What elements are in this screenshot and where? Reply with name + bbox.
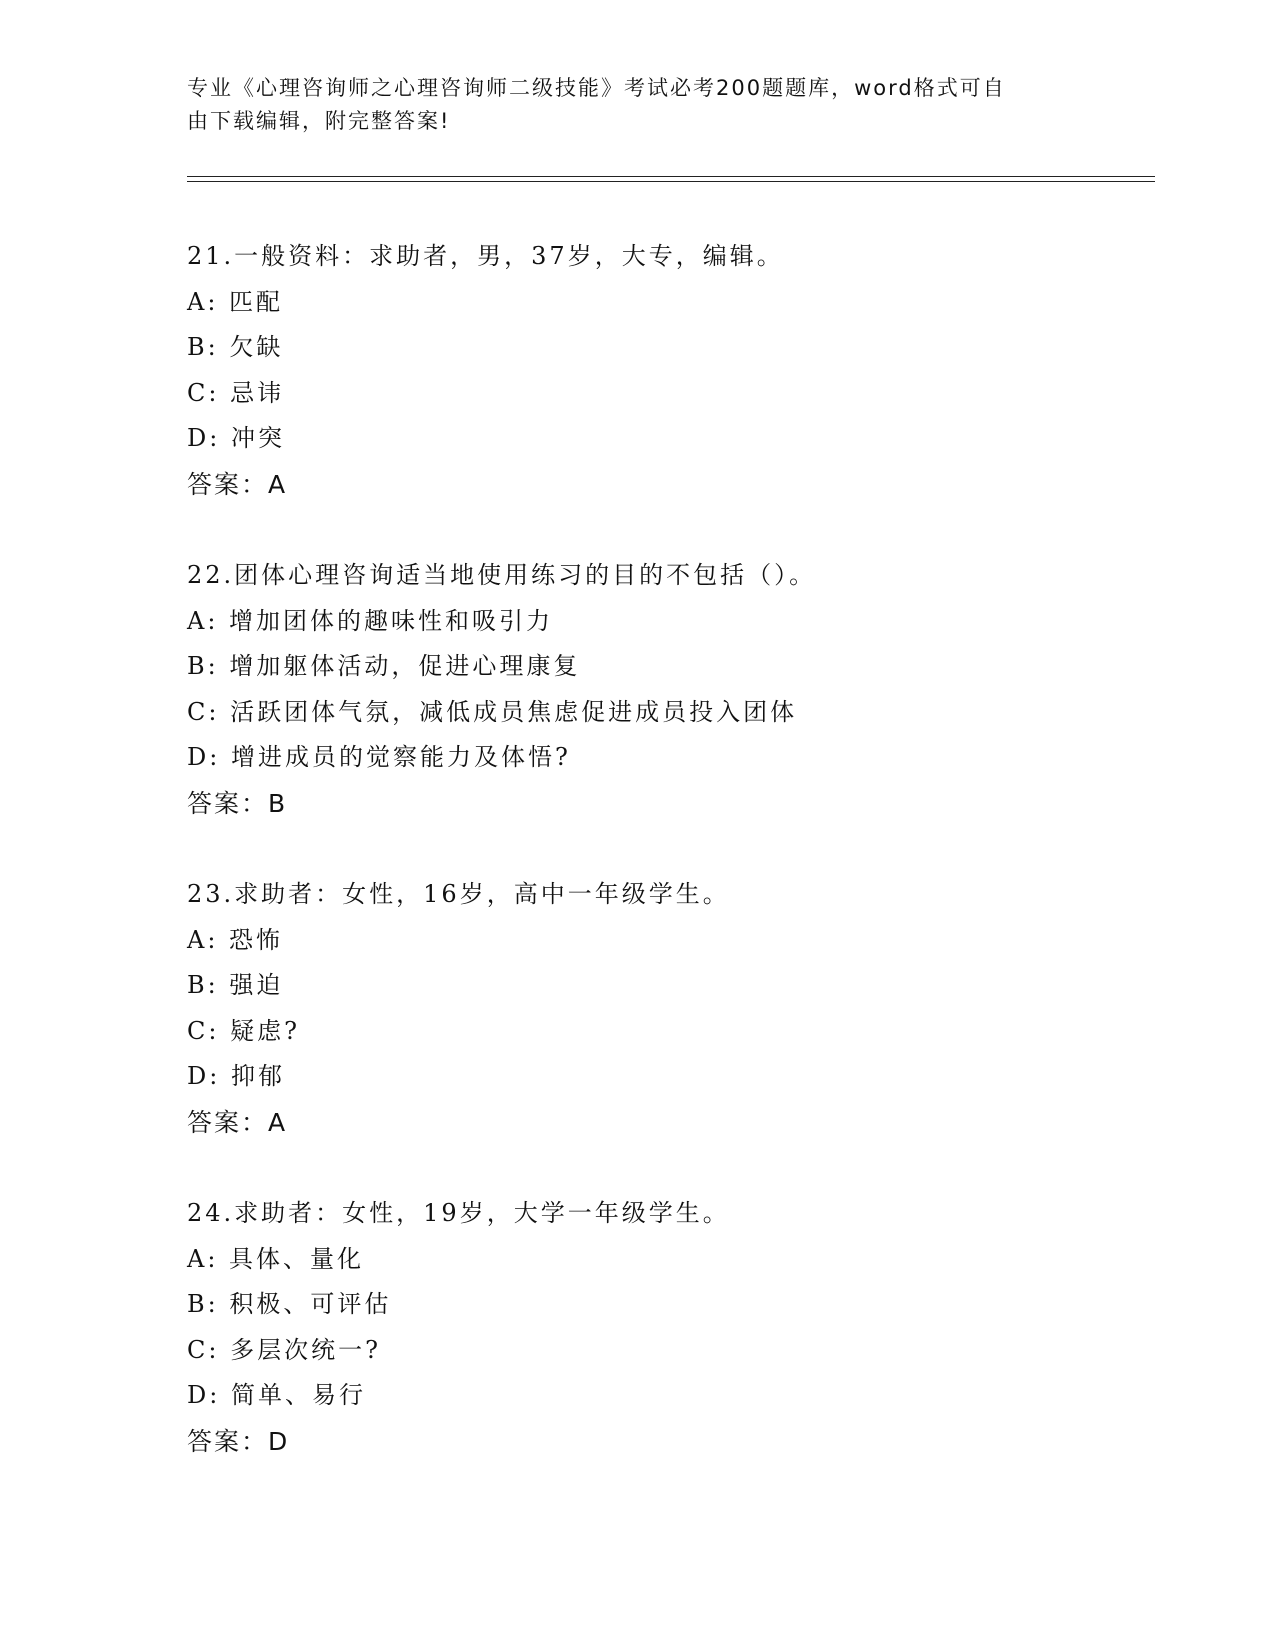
document-header — [187, 72, 1087, 138]
question-stem: 24.求助者：女性，19岁，大学一年级学生。 — [187, 1199, 730, 1227]
question-stem: 23.求助者：女性，16岁，高中一年级学生。 — [187, 880, 730, 908]
option-c: C: 疑虑? — [187, 1016, 300, 1045]
option-c: C: 忌讳 — [187, 378, 285, 407]
option-b: B: 欠缺 — [187, 333, 284, 361]
option-d: D: 增进成员的觉察能力及体悟? — [187, 743, 571, 771]
option-b: B: 增加躯体活动，促进心理康复 — [187, 652, 581, 680]
question-stem: 21.一般资料：求助者，男，37岁，大专，编辑。 — [187, 242, 784, 270]
option-a: A: 匹配 — [187, 287, 284, 316]
question-23 — [187, 872, 1155, 1145]
header-divider-top — [187, 176, 1155, 177]
answer: 答案：A — [187, 469, 288, 499]
header-line-1: 专业《心理咨询师之心理咨询师二级技能》考试必考200题题库，word格式可自 — [187, 76, 1006, 100]
option-d: D: 抑郁 — [187, 1062, 285, 1090]
header-line-2: 由下载编辑，附完整答案! — [187, 109, 451, 133]
option-b: B: 积极、可评估 — [187, 1290, 392, 1318]
option-d: D: 冲突 — [187, 424, 285, 452]
option-d: D: 简单、易行 — [187, 1381, 366, 1409]
question-24 — [187, 1191, 1155, 1464]
answer: 答案：A — [187, 1107, 288, 1137]
header-divider-bottom — [187, 181, 1155, 182]
option-a: A: 恐怖 — [187, 925, 284, 954]
option-a: A: 增加团体的趣味性和吸引力 — [187, 606, 554, 635]
question-21 — [187, 234, 1155, 507]
option-c: C: 活跃团体气氛，减低成员焦虑促进成员投入团体 — [187, 697, 798, 726]
question-stem: 22.团体心理咨询适当地使用练习的目的不包括（）。 — [187, 561, 817, 589]
option-c: C: 多层次统一? — [187, 1335, 381, 1364]
option-a: A: 具体、量化 — [187, 1244, 365, 1273]
option-b: B: 强迫 — [187, 971, 284, 999]
answer: 答案：B — [187, 788, 288, 818]
answer: 答案：D — [187, 1426, 290, 1456]
question-22 — [187, 553, 1155, 826]
